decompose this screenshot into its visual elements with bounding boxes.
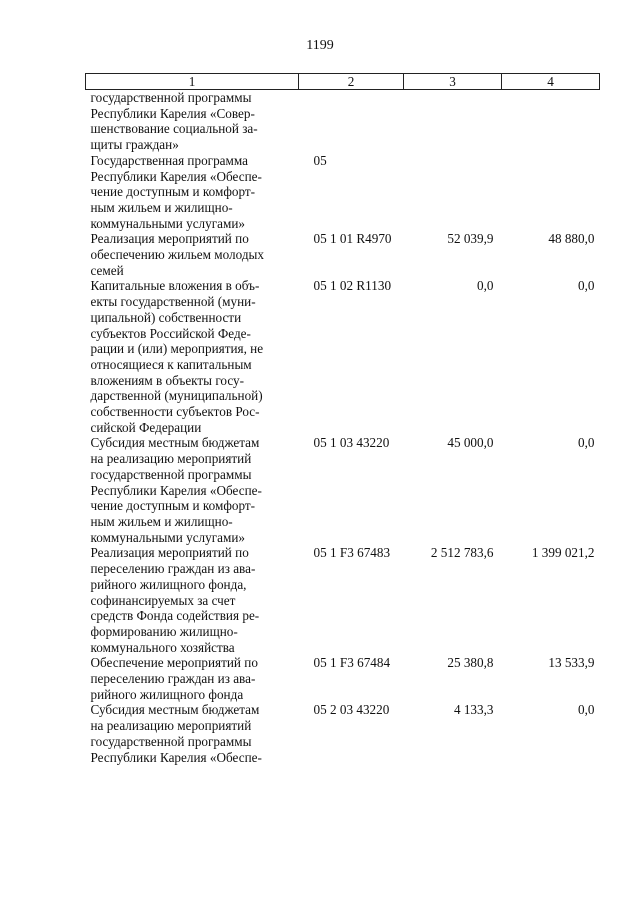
table-body: [86, 90, 600, 766]
page-number: 1199: [306, 38, 334, 53]
row-code: 05 1 02 R1130: [313, 278, 392, 294]
row-code: 05 2 03 43220: [313, 702, 390, 718]
header-row: [86, 74, 600, 90]
table-row: [86, 545, 600, 655]
row-value-3: 25 380,8: [447, 655, 494, 671]
row-value-4: 13 533,9: [548, 655, 595, 671]
row-name: Реализация мероприятий по обеспечению жильем молодых семей: [90, 231, 264, 278]
row-name: Реализация мероприятий по переселению граждан из ава- рийного жилищного фонда, софинансируемых за счет средств Фонда содействия ре- формированию жилищно- коммунального хозяйства: [90, 545, 260, 655]
row-value-3: [404, 153, 502, 232]
row-value-3: 45 000,0: [447, 435, 494, 451]
row-value-3: [404, 90, 502, 153]
row-value-4: 0,0: [578, 278, 595, 294]
row-name: Капитальные вложения в объ- екты государственной (муни- ципальной) собственности субъектов Российской Феде- рации и (или) мероприятия, не относящиеся к капитальным вложениям в объекты госу- дарственной (муниципальной) собственности субъектов Рос- сийской Федерации: [90, 278, 264, 435]
table-row: [86, 702, 600, 765]
table-header: [86, 74, 600, 90]
column-header-4: 4: [502, 74, 600, 90]
row-value-4: [502, 90, 600, 153]
row-code: 05: [313, 152, 327, 168]
row-name: государственной программы Республики Карелия «Совер- шенствование социальной за- щиты граждан»: [90, 90, 258, 153]
row-code: [299, 90, 404, 153]
row-value-4: 0,0: [578, 702, 595, 718]
table-row: [86, 153, 600, 232]
row-name: Субсидия местным бюджетам на реализацию мероприятий государственной программы Республики Карелия «Обеспе- чение доступным и комфорт- ным жильем и жилищно- коммунальными услугами»: [90, 435, 262, 545]
row-name: Субсидия местным бюджетам на реализацию мероприятий государственной программы Республики Карелия «Обеспе-: [90, 702, 262, 765]
row-value-4: [502, 153, 600, 232]
row-value-4: 48 880,0: [548, 231, 595, 247]
table-row: [86, 90, 600, 153]
row-code: 05 1 F3 67484: [313, 655, 391, 671]
row-code: 05 1 01 R4970: [313, 231, 392, 247]
column-header-3: 3: [404, 74, 502, 90]
table-row: [86, 231, 600, 278]
row-value-3: 0,0: [477, 278, 494, 294]
table-row: [86, 655, 600, 702]
row-name: Государственная программа Республики Карелия «Обеспе- чение доступным и комфорт- ным жильем и жилищно- коммунальными услугами»: [90, 152, 262, 231]
column-header-1: 1: [86, 74, 299, 90]
table-row: [86, 278, 600, 435]
table-row: [86, 435, 600, 545]
column-header-2: 2: [299, 74, 404, 90]
row-name: Обеспечение мероприятий по переселению граждан из ава- рийного жилищного фонда: [90, 655, 258, 702]
row-value-3: 2 512 783,6: [430, 545, 494, 561]
row-value-3: 4 133,3: [453, 702, 494, 718]
row-value-3: 52 039,9: [447, 231, 494, 247]
row-code: 05 1 F3 67483: [313, 545, 391, 561]
row-value-4: 0,0: [578, 435, 595, 451]
row-value-4: 1 399 021,2: [531, 545, 595, 561]
row-code: 05 1 03 43220: [313, 435, 390, 451]
budget-table: [85, 73, 600, 765]
